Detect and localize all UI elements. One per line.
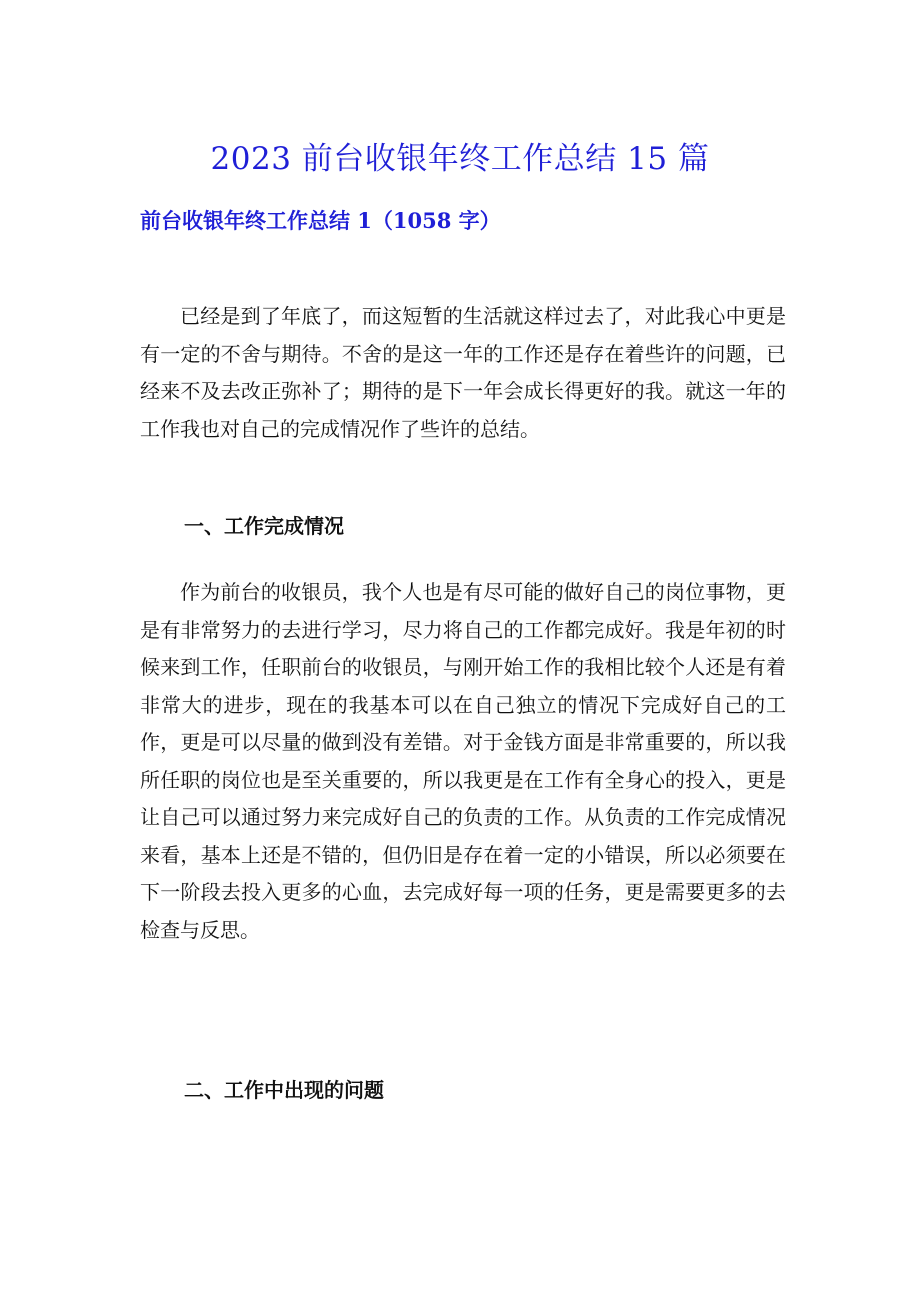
- paragraph-work-completion: 作为前台的收银员，我个人也是有尽可能的做好自己的岗位事物，更是有非常努力的去进行学习，尽力将自己的工作都完成好。我是年初的时候来到工作，任职前台的收银员，与刚开始工作的我相比较个人还是有着非常大的进步，现在的我基本可以在自己独立的情况下完成好自己的工作，更是可以尽量的做到没有差错。对于金钱方面是非常重要的，所以我所任职的岗位也是至关重要的，所以我更是在工作有全身心的投入，更是让自己可以通过努力来完成好自己的负责的工作。从负责的工作完成情况来看，基本上还是不错的，但仍旧是存在着一定的小错误，所以必须要在下一阶段去投入更多的心血，去完成好每一项的任务，更是需要更多的去检查与反思。: [140, 580, 786, 942]
- document-title: 2023 前台收银年终工作总结 15 篇: [210, 141, 710, 177]
- heading-work-completion: 一、工作完成情况: [184, 514, 344, 538]
- paragraph-intro: 已经是到了年底了，而这短暂的生活就这样过去了，对此我心中更是有一定的不舍与期待。不舍的是这一年的工作还是存在着些许的问题，已经来不及去改正弥补了；期待的是下一年会成长得更好的我。就这一年的工作我也对自己的完成情况作了些许的总结。: [140, 304, 786, 441]
- heading-work-problems: 二、工作中出现的问题: [184, 1078, 384, 1102]
- section-title: 前台收银年终工作总结 1（1058 字）: [140, 208, 501, 233]
